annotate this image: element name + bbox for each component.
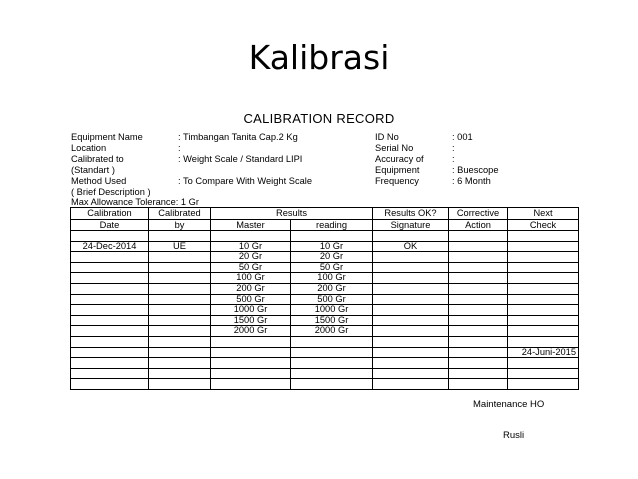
table-header-row-1 <box>71 208 579 220</box>
method-label: Method Used <box>71 176 127 186</box>
master-cell: 20 Gr <box>211 252 291 263</box>
equipment-name-label: Equipment Name <box>71 132 143 142</box>
calibrated-to-label: Calibrated to <box>71 154 124 164</box>
frequency-label: Frequency <box>375 176 419 186</box>
master-cell: 2000 Gr <box>211 326 291 337</box>
reading-cell: 1000 Gr <box>291 305 373 316</box>
header-cell: Calibration <box>71 208 149 220</box>
next-check-date: 24-Juni-2015 <box>508 347 579 358</box>
reading-cell: 20 Gr <box>291 252 373 263</box>
accuracy-label-2: Equipment <box>375 165 420 175</box>
accuracy-label: Accuracy of <box>375 154 424 164</box>
table-header-row-2 <box>71 219 579 231</box>
header-cell: Date <box>71 219 149 231</box>
table-row <box>71 336 579 347</box>
header-cell: Action <box>449 219 508 231</box>
calibrated-to-label-2: (Standart ) <box>71 165 115 175</box>
table-row <box>71 368 579 379</box>
reading-cell: 1500 Gr <box>291 315 373 326</box>
master-cell: 500 Gr <box>211 294 291 305</box>
table-row <box>71 315 579 326</box>
record-title: CALIBRATION RECORD <box>243 111 395 126</box>
id-label: ID No <box>375 132 399 142</box>
header-cell: Signature <box>373 219 449 231</box>
header-cell: Next <box>508 208 579 220</box>
table-row <box>71 294 579 305</box>
header-cell: Results OK? <box>373 208 449 220</box>
header-cell: Results <box>211 208 373 220</box>
reading-cell: 500 Gr <box>291 294 373 305</box>
header-cell: by <box>149 219 211 231</box>
table-row <box>71 379 579 390</box>
master-cell: 10 Gr <box>211 241 291 252</box>
reading-cell: 10 Gr <box>291 241 373 252</box>
header-cell: reading <box>291 219 373 231</box>
location-value: : <box>178 143 181 153</box>
table-row <box>71 358 579 369</box>
reading-cell: 100 Gr <box>291 273 373 284</box>
method-value: : To Compare With Weight Scale <box>178 176 313 186</box>
table-row <box>71 326 579 337</box>
equipment-name-value: : Timbangan Tanita Cap.2 Kg <box>178 132 298 142</box>
header-cell: Calibrated <box>149 208 211 220</box>
accuracy-value: : <box>452 154 455 164</box>
table-row <box>71 283 579 294</box>
reading-cell: 200 Gr <box>291 283 373 294</box>
location-label: Location <box>71 143 107 153</box>
master-cell: 1000 Gr <box>211 305 291 316</box>
master-cell: 1500 Gr <box>211 315 291 326</box>
table-row <box>71 241 579 252</box>
reading-cell: 2000 Gr <box>291 326 373 337</box>
master-cell: 200 Gr <box>211 283 291 294</box>
calibration-table <box>70 207 579 390</box>
table-row <box>71 252 579 263</box>
master-cell: 50 Gr <box>211 262 291 273</box>
tolerance: Max Allowance Tolerance: 1 Gr <box>71 197 199 207</box>
header-cell: Check <box>508 219 579 231</box>
header-cell: Master <box>211 219 291 231</box>
maintenance-label: Maintenance HO <box>473 399 545 410</box>
table-row <box>71 262 579 273</box>
results-ok: OK <box>373 241 449 252</box>
method-label-2: ( Brief Description ) <box>71 187 151 197</box>
master-cell: 100 Gr <box>211 273 291 284</box>
slide-title: Kalibrasi <box>248 38 390 77</box>
id-value: : 001 <box>452 132 473 142</box>
frequency-value: : 6 Month <box>452 176 491 186</box>
serial-label: Serial No <box>375 143 414 153</box>
signatory-name: Rusli <box>503 430 525 441</box>
serial-value: : <box>452 143 455 153</box>
calibrated-to-value: : Weight Scale / Standard LIPI <box>178 154 303 164</box>
header-cell: Corrective <box>449 208 508 220</box>
table-row <box>71 231 579 242</box>
table-row <box>71 305 579 316</box>
reading-cell: 50 Gr <box>291 262 373 273</box>
calibrated-by: UE <box>149 241 211 252</box>
accuracy-value-2: : Buescope <box>452 165 499 175</box>
table-row <box>71 347 579 358</box>
calibration-date: 24-Dec-2014 <box>71 241 149 252</box>
table-row <box>71 273 579 284</box>
